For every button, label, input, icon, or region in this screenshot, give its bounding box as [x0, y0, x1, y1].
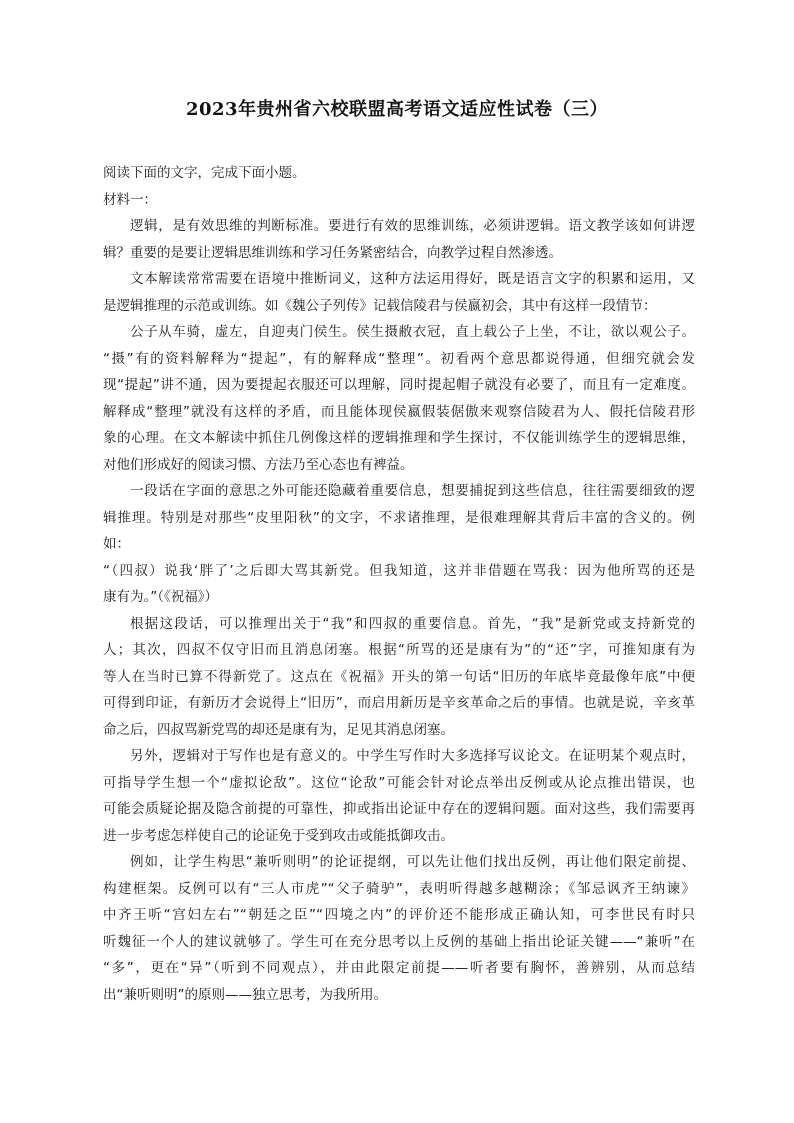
- paragraph-line: 现“提起”讲不通，因为要提起衣服还可以理解，同时提起帽子就没有必要了，而且有一定难度。: [103, 377, 695, 393]
- paragraph-line: 公子从车骑，虚左，自迎夷门侯生。侯生摄敝衣冠，直上载公子上坐，不让，欲以观公子。: [130, 324, 695, 340]
- paragraph-line: 可得到印证，有新历才会说得上“旧历”，而启用新历是辛亥革命之后的事情。也就是说，辛亥革: [103, 695, 695, 711]
- paragraph-line: 文本解读常常需要在语境中推断词义，这种方法运用得好，既是语言文字的积累和运用，又: [130, 271, 695, 287]
- paragraph-line: 是逻辑推理的示范或训练。如《魏公子列传》记载信陵君与侯嬴初会，其中有这样一段情节：: [103, 297, 657, 314]
- paragraph-line: 一段话在字面的意思之外可能还隐藏着重要信息，想要捕捉到这些信息，往往需要细致的逻: [130, 483, 695, 499]
- paragraph-line: 解释成“整理”就没有这样的矛盾，而且能体现侯嬴假装倨傲来观察信陵君为人、假托信陵君形: [103, 403, 695, 420]
- paragraph-line: 辑推理。特别是对那些“皮里阳秋”的文字，不求诸推理，是很难理解其背后丰富的含义的。例: [103, 509, 695, 526]
- document-body: [103, 160, 695, 1008]
- paragraph-line: 可能会质疑论据及隐含前提的可靠性，抑或指出论证中存在的逻辑问题。面对这些，我们需要再: [103, 801, 695, 817]
- paragraph-line: 人；其次，四叔不仅守旧而且消息闭塞。根据“所骂的还是康有为”的“还”字，可推知康有为: [103, 642, 695, 658]
- paragraph-line: “摄”有的资料解释为“提起”，有的解释成“整理”。初看两个意思都说得通，但细究就会发: [103, 350, 695, 367]
- page-title: 2023年贵州省六校联盟高考语文适应性试卷（三）: [185, 99, 609, 120]
- paragraph-line: 辑？重要的是要让逻辑思维训练和学习任务紧密结合，向教学过程自然渗透。: [103, 244, 562, 261]
- paragraph-line: 构建框架。反例可以有“三人市虎”“父子骑驴”，表明听得越多越糊涂；《邹忌讽齐王纳谏》: [103, 880, 695, 897]
- paragraph-line: 对他们形成好的阅读习惯、方法乃至心态也有裨益。: [103, 456, 414, 473]
- material-label: 材料一：: [103, 191, 157, 208]
- paragraph-line: 逻辑，是有效思维的判断标准。要进行有效的思维训练，必须讲逻辑。语文教学该如何讲逻: [130, 218, 695, 234]
- quote-line: 康有为。”（《祝福》）: [103, 589, 218, 605]
- paragraph-line: “多”，更在“异”（听到不同观点），并由此限定前提——听者要有胸怀，善辨别，从而总结: [103, 960, 695, 976]
- paragraph-line: 进一步考虑怎样使自己的论证免于受到攻击或能抵御攻击。: [103, 827, 454, 844]
- instruction-line: 阅读下面的文字，完成下面小题。: [103, 165, 306, 181]
- paragraph-line: 另外，逻辑对于写作也是有意义的。中学生写作时大多选择写议论文。在证明某个观点时，: [130, 748, 695, 764]
- paragraph-line: 如：: [103, 536, 130, 552]
- paragraph-line: 等人在当时已算不得新党了。这点在《祝福》开头的第一句话“旧历的年底毕竟最像年底”中便: [103, 668, 695, 685]
- paragraph-line: 例如，让学生构思“兼听则明”的论证提纲，可以先让他们找出反例，再让他们限定前提、: [130, 854, 695, 870]
- paragraph-line: 中齐王听“宫妇左右”“朝廷之臣”“四境之内”的评价还不能形成正确认知，可李世民有时只: [103, 907, 695, 923]
- paragraph-line: 根据这段话，可以推理出关于“我”和四叔的重要信息。首先，“我”是新党或支持新党的: [130, 615, 695, 632]
- paragraph-line: 出“兼听则明”的原则——独立思考，为我所用。: [103, 986, 387, 1003]
- paragraph-line: 命之后，四叔骂新党骂的却还是康有为，足见其消息闭塞。: [103, 721, 454, 738]
- paragraph-line: 听魏征一个人的建议就够了。学生可在充分思考以上反例的基础上指出论证关键——“兼听”在: [103, 933, 695, 950]
- quote-line: “（四叔）说我‘胖了’之后即大骂其新党。但我知道，这并非借题在骂我：因为他所骂的还是: [103, 562, 695, 579]
- paragraph-line: 象的心理。在文本解读中抓住几例像这样的逻辑推理和学生探讨，不仅能训练学生的逻辑思维，: [103, 430, 695, 446]
- paragraph-line: 可指导学生想一个“虚拟论敌”。这位“论敌”可能会针对论点举出反例或从论点推出错误，也: [103, 774, 695, 791]
